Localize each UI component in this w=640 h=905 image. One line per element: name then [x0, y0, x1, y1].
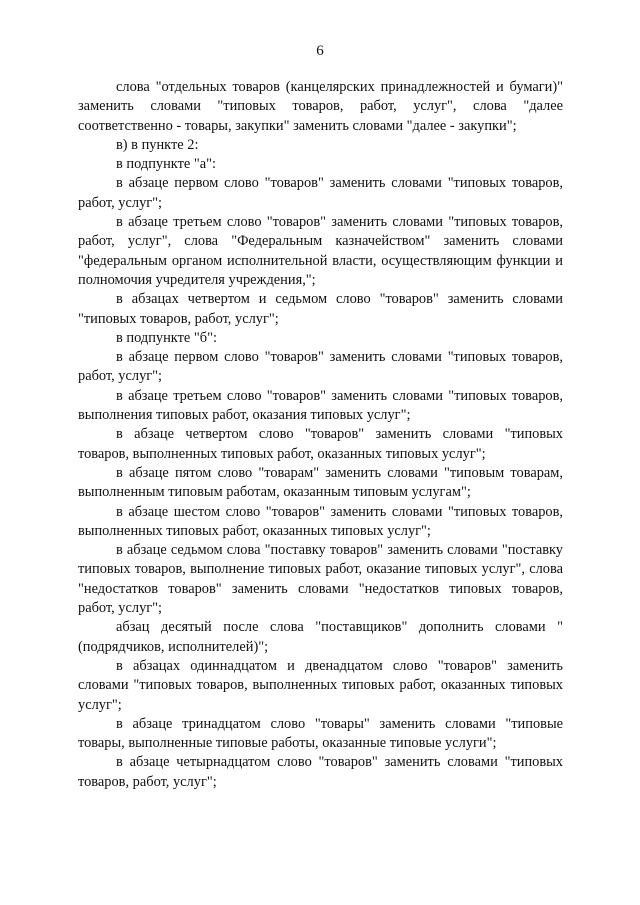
document-body [78, 78, 563, 792]
paragraph: в подпункте "б": [116, 329, 217, 346]
page-number: 6 [316, 43, 324, 59]
paragraph: абзац десятый после слова "поставщиков" дополнить словами "(подрядчиков, исполнителей)"; [78, 619, 563, 655]
paragraph: в абзацах четвертом и седьмом слово "товаров" заменить словами "типовых товаров, работ, услуг"; [78, 291, 563, 327]
paragraph: в подпункте "а": [116, 156, 217, 173]
paragraph: в абзаце первом слово "товаров" заменить словами "типовых товаров, работ, услуг"; [78, 175, 563, 211]
paragraph: в абзацах одиннадцатом и двенадцатом слово "товаров" заменить словами "типовых товаров, выполненных типовых работ, оказанных типовых услуг"; [78, 657, 563, 713]
paragraph: в абзаце шестом слово "товаров" заменить словами "типовых товаров, выполненных типовых работ, оказанных типовых услуг"; [78, 503, 563, 539]
paragraph: в абзаце четвертом слово "товаров" заменить словами "типовых товаров, выполненных типовых работ, оказанных типовых услуг"; [78, 426, 563, 462]
paragraph: в абзаце третьем слово "товаров" заменить словами "типовых товаров, выполнения типовых работ, оказания типовых услуг"; [78, 387, 563, 424]
paragraph: в абзаце тринадцатом слово "товары" заменить словами "типовые товары, выполненные типовые работы, оказанные типовые услуги"; [78, 715, 563, 752]
paragraph: в) в пункте 2: [116, 136, 199, 153]
paragraph: в абзаце третьем слово "товаров" заменить словами "типовых товаров, работ, услуг", слова "Федеральным казначейством" заменить словами "федеральным органом исполнительной власти, осуществляющим функции и полномочия учредителя учреждения,"; [78, 214, 563, 288]
paragraph: в абзаце четырнадцатом слово "товаров" заменить словами "типовых товаров, работ, услуг"; [78, 754, 563, 790]
paragraph: в абзаце пятом слово "товарам" заменить словами "типовым товарам, выполненным типовым работам, оказанным типовым услугам"; [78, 464, 563, 501]
paragraph: в абзаце седьмом слова "поставку товаров" заменить словами "поставку типовых товаров, выполнение типовых работ, оказание типовых услуг", слова "недостатков товаров" заменить словами "недостатков типовых товаров, работ, услуг"; [78, 542, 563, 617]
paragraph: в абзаце первом слово "товаров" заменить словами "типовых товаров, работ, услуг"; [78, 349, 563, 385]
paragraph: слова "отдельных товаров (канцелярских принадлежностей и бумаги)" заменить словами "типовых товаров, работ, услуг", слова "далее соответственно - товары, закупки" заменить словами "далее - закупки"; [78, 79, 563, 134]
